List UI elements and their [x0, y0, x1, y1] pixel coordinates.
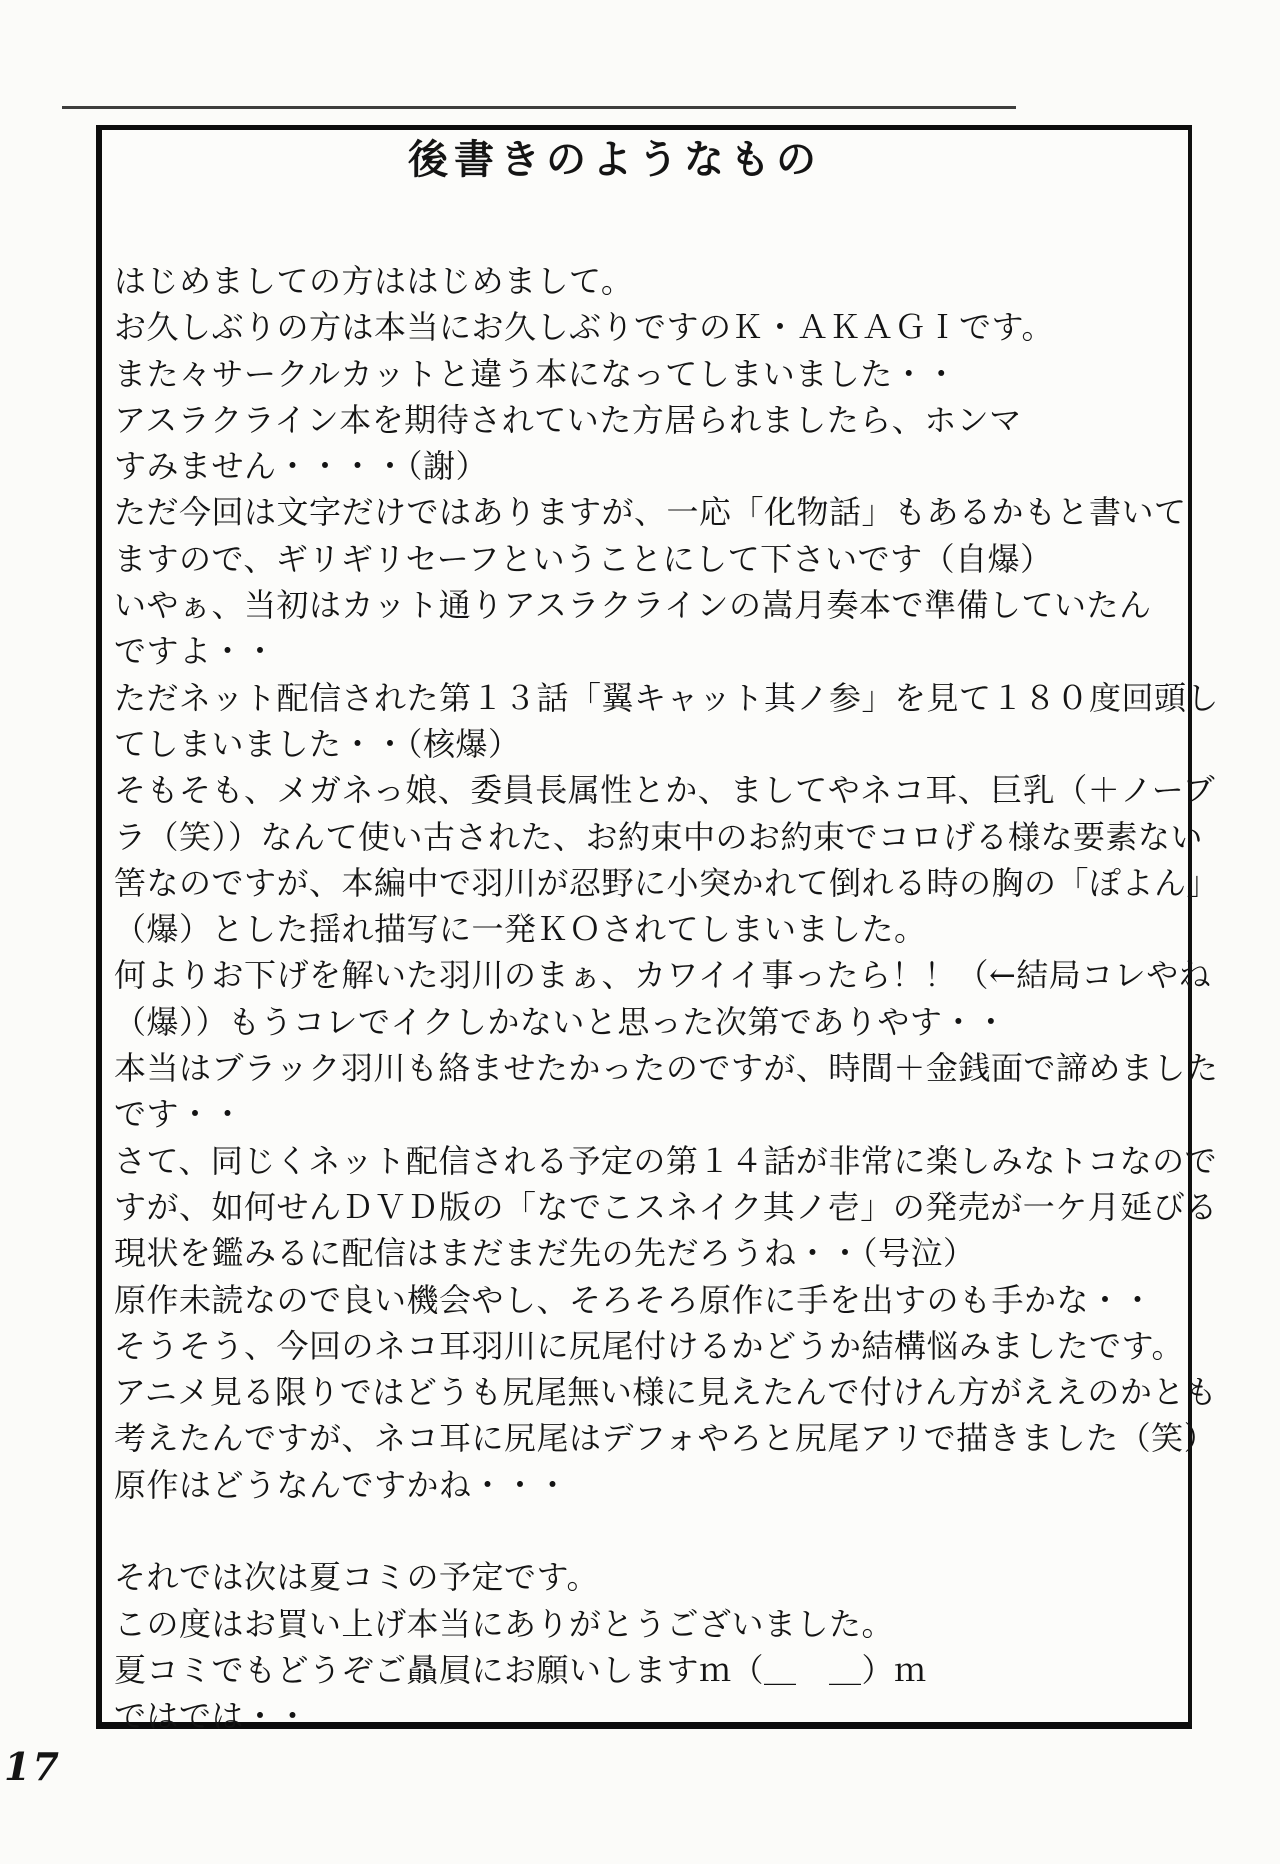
- text-line: てしまいました・・（核爆）: [114, 724, 521, 763]
- text-line: 夏コミでもどうぞご贔屓にお願いしますｍ（＿ ＿）ｍ: [114, 1650, 927, 1689]
- text-line: 原作未読なので良い機会やし、そろそろ原作に手を出すのも手かな・・: [114, 1280, 1155, 1319]
- text-line: 現状を鑑みるに配信はまだまだ先の先だろうね・・（号泣）: [114, 1234, 976, 1273]
- text-line: （爆））もうコレでイクしかないと思った次第でありやす・・: [114, 1002, 1008, 1041]
- text-line: それでは次は夏コミの予定です。: [114, 1558, 599, 1597]
- text-line: 原作はどうなんですかね・・・: [114, 1465, 570, 1504]
- scan-artifact-line: [62, 106, 1016, 109]
- afterword-box: [96, 125, 1220, 1736]
- text-line: 何よりお下げを解いた羽川のまぁ、カワイイ事ったら！！（←結局コレやね: [114, 956, 1212, 995]
- text-line: この度はお買い上げ本当にありがとうございました。: [114, 1604, 895, 1643]
- text-line: さて、同じくネット配信される予定の第１４話が非常に楽しみなトコなので: [114, 1141, 1218, 1180]
- text-line: （爆）とした揺れ描写に一発ＫＯされてしまいました。: [114, 910, 927, 949]
- text-line: 考えたんですが、ネコ耳に尻尾はデフォやろと尻尾アリで描きました（笑）: [114, 1419, 1217, 1458]
- text-line: アニメ見る限りではどうも尻尾無い様に見えたんで付けん方がええのかとも: [114, 1373, 1218, 1412]
- text-line: ラ（笑））なんて使い古された、お約束中のお約束でコロげる様な要素ない: [114, 817, 1204, 856]
- text-line: ますので、ギリギリセーフということにして下さいです（自爆）: [114, 539, 1053, 578]
- text-line: そうそう、今回のネコ耳羽川に尻尾付けるかどうか結構悩みましたです。: [114, 1326, 1184, 1365]
- text-line: すみません・・・・（謝）: [114, 447, 489, 486]
- afterword-text: [114, 258, 1220, 1740]
- text-line: ただ今回は文字だけではありますが、一応「化物話」もあるかもと書いて: [114, 493, 1187, 532]
- text-line: また々サークルカットと違う本になってしまいました・・: [114, 354, 958, 393]
- page-number: 17: [4, 1744, 61, 1789]
- text-line: 筈なのですが、本編中で羽川が忍野に小突かれて倒れる時の胸の「ぽよん」: [114, 863, 1220, 902]
- afterword-title: 後書きのようなもの: [408, 136, 822, 183]
- text-line: 本当はブラック羽川も絡ませたかったのですが、時間＋金銭面で諦めました: [114, 1049, 1219, 1088]
- text-line: アスラクライン本を期待されていた方居られましたら、ホンマ: [114, 400, 1022, 439]
- text-line: です・・: [114, 1095, 245, 1134]
- text-line-blank: [114, 1508, 1180, 1554]
- text-line: はじめましての方ははじめまして。: [114, 262, 634, 300]
- text-line: ただネット配信された第１３話「翼キャット其ノ参」を見て１８０度回頭し: [114, 678, 1220, 717]
- text-line: ではでは・・: [114, 1697, 310, 1736]
- text-line: いやぁ、当初はカット通りアスラクラインの嵩月奏本で準備していたん: [114, 586, 1152, 625]
- text-line: ですよ・・: [114, 632, 277, 671]
- text-line: そもそも、メガネっ娘、委員長属性とか、ましてやネコ耳、巨乳（＋ノーブ: [114, 771, 1216, 810]
- text-line: お久しぶりの方は本当にお久しぶりですのＫ・ＡＫＡＧＩです。: [114, 308, 1054, 347]
- text-line: すが、如何せんＤＶＤ版の「なでこスネイク其ノ壱」の発売が一ケ月延びる: [114, 1187, 1218, 1226]
